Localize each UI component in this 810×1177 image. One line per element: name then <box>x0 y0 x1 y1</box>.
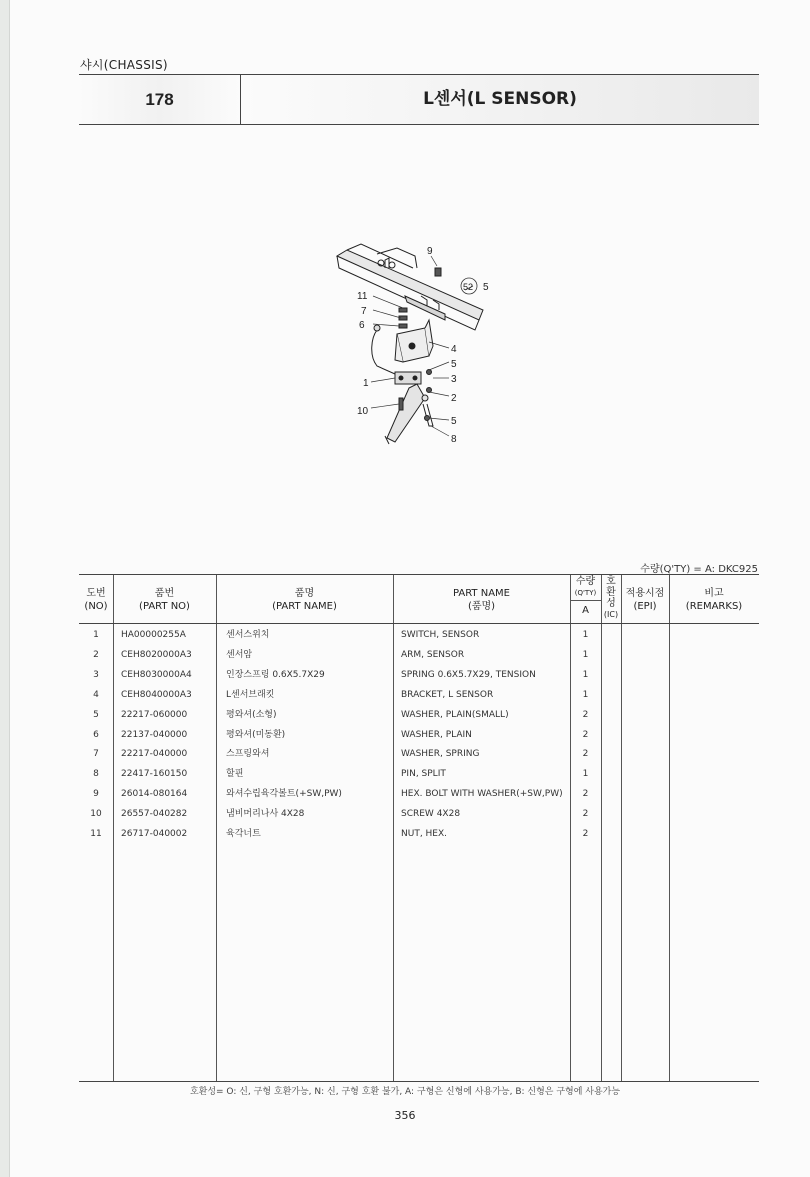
header-ic: 호 환 성 (IC) <box>603 576 619 619</box>
cell-name-en: BRACKET, L SENSOR <box>401 689 494 700</box>
cell-qty: 1 <box>582 669 589 680</box>
cell-part-no: 26717-040002 <box>121 829 188 839</box>
cell-no: 4 <box>93 689 99 700</box>
cell-part-no: 22137-040000 <box>121 729 188 740</box>
header-part-name-ko: 품명 (PART NAME) <box>272 588 337 612</box>
callout-4: 4 <box>451 344 457 355</box>
cell-qty: 1 <box>582 649 589 660</box>
table-row <box>79 744 759 764</box>
cell-part-no: CEH8040000A3 <box>121 689 192 700</box>
cell-no: 9 <box>93 789 99 800</box>
cell-no: 11 <box>90 829 102 839</box>
table-row <box>79 725 759 745</box>
cell-part-no: 22217-040000 <box>121 749 188 760</box>
cell-name-en: WASHER, PLAIN <box>401 729 472 740</box>
cell-part-no: 22217-060000 <box>121 709 188 720</box>
callout-6: 6 <box>359 320 365 331</box>
cell-name-ko: 센서스위치 <box>226 630 270 640</box>
cell-name-ko: 육각너트 <box>226 829 261 839</box>
cell-name-en: HEX. BOLT WITH WASHER(+SW,PW) <box>401 789 563 800</box>
table-row <box>79 665 759 685</box>
header-part-no: 품번 (PART NO) <box>139 588 190 612</box>
cell-no: 6 <box>93 729 99 740</box>
cell-no: 7 <box>93 749 99 760</box>
parts-table <box>79 574 759 1082</box>
cell-part-no: HA00000255A <box>121 630 186 640</box>
cell-no: 3 <box>93 669 99 680</box>
table-row <box>79 764 759 784</box>
header-remarks: 비고 (REMARKS) <box>685 588 743 612</box>
quantity-note: 수량(Q'TY) = A: DKC925 <box>640 564 758 575</box>
cell-name-en: ARM, SENSOR <box>401 649 465 660</box>
cell-part-no: 26557-040282 <box>121 809 188 820</box>
cell-part-no: 26014-080164 <box>121 789 188 800</box>
callout-7: 7 <box>361 306 367 317</box>
page-number: 356 <box>394 1109 416 1122</box>
cell-no: 5 <box>93 709 99 720</box>
cell-name-ko: 스프링와셔 <box>226 749 270 760</box>
cell-name-en: PIN, SPLIT <box>401 769 446 780</box>
table-row <box>79 645 759 665</box>
table-row <box>79 824 759 844</box>
header-part-name-en: PART NAME (품명) <box>452 588 510 612</box>
section-number: 178 <box>79 75 241 124</box>
header-epi: 적용시점 (EPI) <box>625 588 665 612</box>
header-qty-a: A <box>582 605 589 616</box>
cell-no: 10 <box>90 809 102 820</box>
callout-11: 11 <box>357 291 368 302</box>
cell-qty: 2 <box>582 829 589 839</box>
callout-8: 8 <box>451 434 457 445</box>
cell-qty: 2 <box>582 809 589 820</box>
cell-name-en: SPRING 0.6X5.7X29, TENSION <box>401 669 536 680</box>
cell-name-en: SCREW 4X28 <box>401 809 461 820</box>
cell-name-ko: 평와셔(소형) <box>226 709 277 720</box>
cell-name-ko: 인장스프링 0.6X5.7X29 <box>226 669 325 680</box>
callout-5-top: 5 <box>483 282 489 293</box>
header-qty: 수량 (Q'TY) <box>574 576 597 597</box>
section-label: 샤시(CHASSIS) <box>80 58 168 72</box>
cell-name-en: NUT, HEX. <box>401 829 448 839</box>
header-no: 도번 (NO) <box>84 588 108 612</box>
table-row <box>79 625 759 645</box>
cell-qty: 1 <box>582 769 589 780</box>
callout-2: 2 <box>451 393 457 404</box>
page-title: L센서(L SENSOR) <box>241 75 759 124</box>
cell-qty: 2 <box>582 729 589 740</box>
cell-part-no: CEH8020000A3 <box>121 649 192 660</box>
cell-qty: 1 <box>582 689 589 700</box>
cell-qty: 2 <box>582 749 589 760</box>
cell-no: 2 <box>93 649 99 660</box>
cell-qty: 2 <box>582 709 589 720</box>
title-header <box>79 74 759 125</box>
cell-name-en: SWITCH, SENSOR <box>401 630 480 640</box>
table-row <box>79 705 759 725</box>
parts-diagram <box>325 238 505 458</box>
table-row <box>79 784 759 804</box>
cell-qty: 1 <box>582 630 589 640</box>
callout-10: 10 <box>357 406 369 417</box>
callout-9: 9 <box>427 246 433 257</box>
cell-no: 1 <box>93 630 99 640</box>
cell-part-no: 22417-160150 <box>121 769 188 780</box>
cell-name-ko: 냄비머리나사 4X28 <box>226 809 305 820</box>
callout-5-mid: 5 <box>451 359 457 370</box>
callout-3: 3 <box>451 374 457 385</box>
cell-name-ko: 할핀 <box>226 769 244 780</box>
callout-5-low: 5 <box>451 416 457 427</box>
cell-name-en: WASHER, PLAIN(SMALL) <box>401 709 509 720</box>
table-row <box>79 685 759 705</box>
compatibility-footnote: 호환성= O: 신, 구형 호환가능, N: 신, 구형 호환 불가, A: 구형은 신형에 사용가능, B: 신형은 구형에 사용가능 <box>189 1087 621 1097</box>
cell-qty: 2 <box>582 789 589 800</box>
cell-part-no: CEH8030000A4 <box>121 669 192 680</box>
table-row <box>79 804 759 824</box>
page-edge <box>0 0 10 1177</box>
callout-52: 52 <box>463 282 474 292</box>
cell-name-en: WASHER, SPRING <box>401 749 480 760</box>
cell-name-ko: 센서암 <box>226 649 253 660</box>
cell-name-ko: 와셔수립육각볼트(+SW,PW) <box>226 789 342 800</box>
cell-name-ko: 평와셔(미동환) <box>226 729 286 740</box>
callout-1: 1 <box>363 378 369 389</box>
cell-no: 8 <box>93 769 99 780</box>
sensor-arm <box>385 384 433 444</box>
cell-name-ko: L센서브래킷 <box>226 689 275 700</box>
